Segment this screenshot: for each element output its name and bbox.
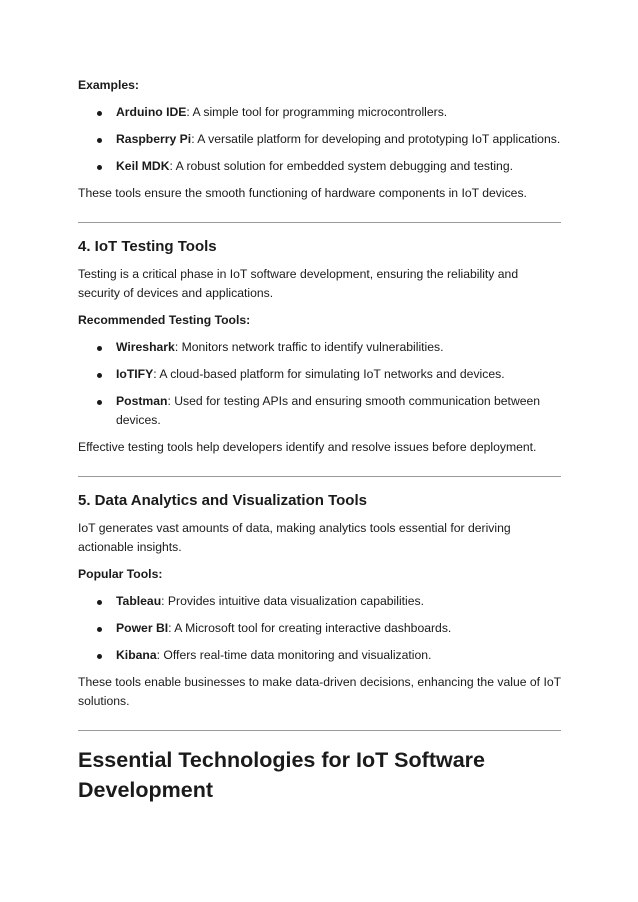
testing-intro: Testing is a critical phase in IoT software development, ensuring the reliability and security of devices and applications. [78,267,519,300]
analytics-label: Popular Tools: [78,567,163,581]
testing-label: Recommended Testing Tools: [78,313,251,327]
section-divider [78,476,561,477]
list-item-term: Kibana [116,648,157,662]
list-item-desc: : Offers real-time data monitoring and visualization. [156,648,432,662]
list-item [78,392,561,430]
section-divider [78,730,561,731]
testing-closing: Effective testing tools help developers identify and resolve issues before deployment. [78,440,537,454]
list-item [78,365,561,384]
list-item [78,646,561,665]
list-item-desc: : A cloud-based platform for simulating IoT networks and devices. [153,367,505,381]
document-page [78,0,561,805]
list-item-desc: : A versatile platform for developing and prototyping IoT applications. [191,132,561,146]
list-item-desc: : A simple tool for programming microcontrollers. [186,105,448,119]
testing-heading: 4. IoT Testing Tools [78,238,217,255]
analytics-closing: These tools enable businesses to make data-driven decisions, enhancing the value of IoT solutions. [78,675,561,708]
list-item [78,338,561,357]
list-item-term: Power BI [116,621,169,635]
list-item-term: IoTIFY [116,367,154,381]
examples-label: Examples: [78,78,139,92]
analytics-list [78,592,561,665]
testing-list [78,338,561,430]
list-item [78,619,561,638]
list-item-term: Postman [116,394,168,408]
analytics-heading: 5. Data Analytics and Visualization Tools [78,492,367,509]
list-item-desc: : Monitors network traffic to identify vulnerabilities. [174,340,444,354]
list-item [78,130,561,149]
list-item-term: Tableau [116,594,162,608]
analytics-intro: IoT generates vast amounts of data, making analytics tools essential for deriving actionable insights. [78,521,511,554]
list-item-term: Arduino IDE [116,105,187,119]
list-item-desc: : Used for testing APIs and ensuring smooth communication between devices. [116,394,541,427]
examples-list [78,103,561,176]
list-item [78,157,561,176]
list-item-desc: : A Microsoft tool for creating interactive dashboards. [168,621,452,635]
list-item-term: Keil MDK [116,159,170,173]
list-item-term: Wireshark [116,340,175,354]
list-item [78,103,561,122]
list-item [78,592,561,611]
section-divider [78,222,561,223]
examples-closing: These tools ensure the smooth functioning of hardware components in IoT devices. [78,186,527,200]
list-item-desc: : A robust solution for embedded system debugging and testing. [169,159,514,173]
essential-heading: Essential Technologies for IoT Software Development [78,748,485,802]
list-item-desc: : Provides intuitive data visualization capabilities. [161,594,425,608]
list-item-term: Raspberry Pi [116,132,192,146]
